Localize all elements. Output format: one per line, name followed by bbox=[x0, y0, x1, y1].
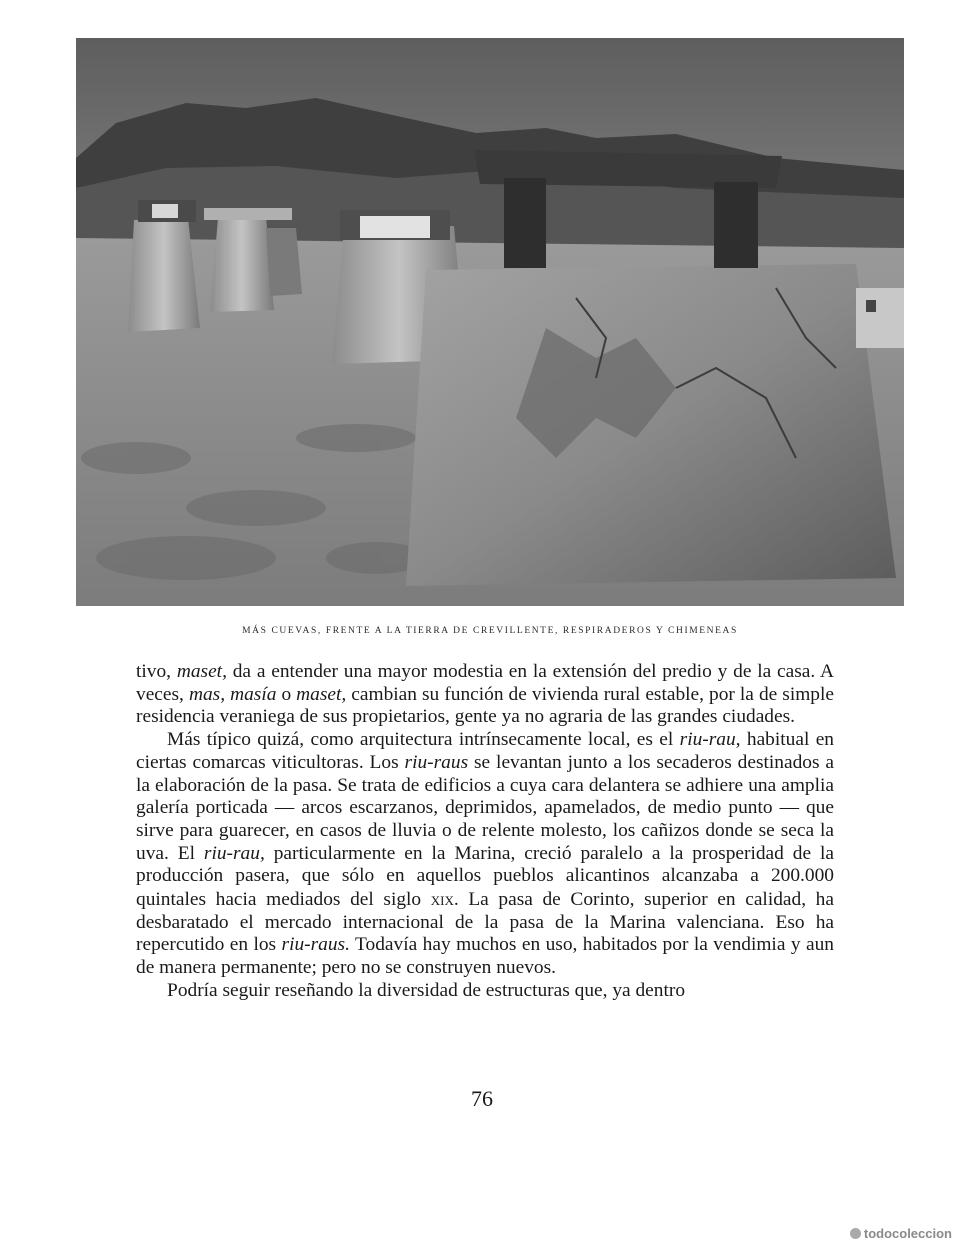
paragraph-1 bbox=[136, 661, 834, 729]
text-run: particularmente en la Marina, creció paralelo a la prosperidad de la producción pasera, que sólo en aquellos pueblos alicantinos alcanzaba a 200.000 quintales hacia mediados del siglo bbox=[136, 842, 834, 911]
watermark-logo bbox=[850, 1226, 952, 1241]
paragraph-3: Podría seguir reseñando la diversidad de estructuras que, ya dentro bbox=[167, 979, 686, 1001]
photo-illustration bbox=[76, 38, 904, 606]
italic-term: maset, bbox=[176, 661, 227, 682]
text-run: habitual en ciertas comarcas viticultoras. Los bbox=[136, 729, 834, 773]
italic-term: mas, masía bbox=[188, 683, 277, 705]
text-run: se levantan junto a los secaderos destinados a la elaboración de la pasa. Se trata de edificios a cuya cara delantera se adhiere una amplia galería porticada — arcos escarzanos, deprimidos, apamelados, de medio punto — que sirve para guarecer, en casos de lluvia o de relente molesto, los cañizos donde se seca la uva. El bbox=[136, 751, 835, 864]
text-run: Todavía hay muchos en uso, habitados por la vendimia y aun de manera permanente; pero no se construyen nuevos. bbox=[136, 934, 834, 979]
watermark-dot-icon bbox=[850, 1228, 861, 1239]
photo-caption: MÁS CUEVAS, FRENTE A LA TIERRA DE CREVILLENTE, RESPIRADEROS Y CHIMENEAS bbox=[242, 626, 738, 636]
italic-term: riu-raus bbox=[404, 751, 469, 773]
century-numeral: xix bbox=[430, 889, 454, 910]
italic-term: riu-raus. bbox=[281, 934, 350, 956]
text-run: tivo, bbox=[136, 661, 177, 682]
italic-term: maset, bbox=[296, 683, 347, 705]
body-text bbox=[136, 661, 834, 1003]
text-run: . La pasa de Corinto, superior en calidad, ha desbaratado el mercado internacional de la pasa de la Marina valenciana. Eso ha repercutido en los bbox=[136, 889, 834, 956]
italic-term: riu-rau, bbox=[203, 842, 265, 864]
text-run: da a entender una mayor modestia en la extensión del predio y de la casa. A veces, bbox=[136, 661, 834, 705]
text-run: cambian su función de vivienda rural estable, por la de simple residencia veraniega de sus propietarios, gente ya no agraria de las grandes ciudades. bbox=[136, 683, 834, 728]
watermark-text: todocoleccion bbox=[863, 1226, 952, 1241]
text-run: o bbox=[276, 683, 297, 705]
italic-term: riu-rau, bbox=[679, 729, 741, 751]
chimneys-photo bbox=[76, 38, 904, 606]
paragraph-2 bbox=[136, 729, 834, 980]
text-run: Más típico quizá, como arquitectura intrínsecamente local, es el bbox=[167, 729, 680, 751]
page-number: 76 bbox=[471, 1086, 493, 1111]
